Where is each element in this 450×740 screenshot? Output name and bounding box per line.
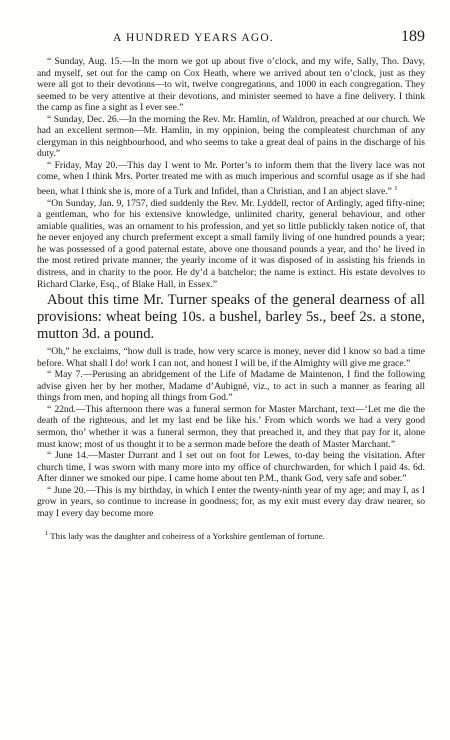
paragraph-provisions-dearness: About this time Mr. Turner speaks of the general dearness of all provisions: wheat being 10s. a bushel, barley 5s., beef 2s. a stone, mutton 3d. a pound.	[37, 292, 425, 343]
running-title: A HUNDRED YEARS AGO.	[113, 32, 274, 44]
body-text	[37, 56, 425, 519]
paragraph-text: “ Friday, May 20.—This day I went to Mr. Porter’s to inform them that the livery lace was not come, when I think Mrs. Porter treated me with as much imperious and scornful usage as if she had been, what I think she is, more of a Turk and Infidel, than a Christian, and I an abject slave.”	[37, 159, 425, 198]
paragraph-sunday-aug-15: “ Sunday, Aug. 15.—In the morn we got up about five o’clock, and my wife, Sally, Tho. Davy, and myself, set out for the camp on Cox Heath, where we arrived about ten o’clock, just as they were all got to their devotions—to wit, twelve congregations, and 1000 in each congregation. They seemed to be very attentive at their devotions, and minister seemed to have a fine delivery. I think the camp as fine a sight as I ever see.”	[37, 56, 425, 114]
footnote-text: This lady was the daughter and coheiress of a Yorkshire gentleman of fortune.	[50, 531, 325, 542]
paragraph-oh-he-exclaims: “Oh,” he exclaims, “how dull is trade, how very scarce is money, never did I know so bad a time before. What shall I do! work I can not, and honest I will be, if the Almighty will give me grace.”	[37, 346, 425, 369]
paragraph-june-20: “ June 20.—This is my birthday, in which I enter the twenty-ninth year of my age; and may I, as I grow in years, so continue to increase in goodness; for, as my exit must every day draw nearer, so may I every day become more	[37, 484, 425, 519]
footnote-marker: 1	[394, 185, 398, 193]
book-page	[37, 28, 425, 542]
page-number: 189	[401, 28, 425, 45]
footnote	[37, 528, 425, 542]
paragraph-friday-may-20	[37, 160, 425, 198]
running-header	[37, 28, 425, 48]
paragraph-sunday-dec-26: “ Sunday, Dec. 26.—In the morning the Rev. Mr. Hamlin, of Waldron, preached at our church. We had an excellent sermon—Mr. Hamlin, in my oppinion, being the compleatest churchman of any clergyman in this neighbourhood, and who seems to take a great deal of pains in the discharge of his duty.”	[37, 113, 425, 160]
paragraph-may-7: “ May 7.—Perusing an abridgement of the Life of Madame de Maintenon, I find the following advise given her by her mother, Madame d’Aubigné, viz., to act in such a manner as fearing all things from men, and hoping all things from God.”	[37, 369, 425, 404]
paragraph-lyddell-obituary: “On Sunday, Jan. 9, 1757, died suddenly the Rev. Mr. Lyddell, rector of Ardingly, aged fifty-nine; a gentleman, who for his extensive knowledge, unlimited charity, general behaviour, and other amiable qualities, was an ornament to his profession, and yet so little publickly taken notice of, that he never enjoyed any church preferment except a small family living of one hundred pounds a year; he was possessed of a good paternal estate, above one thousand pounds a year, and tho’ he lived in the most retired private manner, the yearly income of it was disposed of in assisting his friends in distress, and in charity to the poor. He dy’d a batchelor; the name is extinct. His estate devolves to Richard Clarke, Esq., of Blake Hall, in Essex.”	[37, 197, 425, 290]
paragraph-june-14: “ June 14.—Master Durrant and I set out on foot for Lewes, to-day being the visitation. After church time, I was sworn with many more into my office of churchwarden, for which I paid 4s. 6d. After dinner we smoked our pipe. I came home about ten P.M., thank God, very safe and sober.”	[37, 450, 425, 485]
footnote-number: 1	[45, 530, 49, 538]
paragraph-22nd: “ 22nd.—This afternoon there was a funeral sermon for Master Marchant, text—‘Let me die the death of the righteous, and let my last end be like his.’ From which words we had a very good sermon, tho’ whether it was a funeral sermon, they that preached it, and they that pay for it, alone must know; most of us thought it to be a sermon made before the death of Master Marchant.”	[37, 403, 425, 450]
